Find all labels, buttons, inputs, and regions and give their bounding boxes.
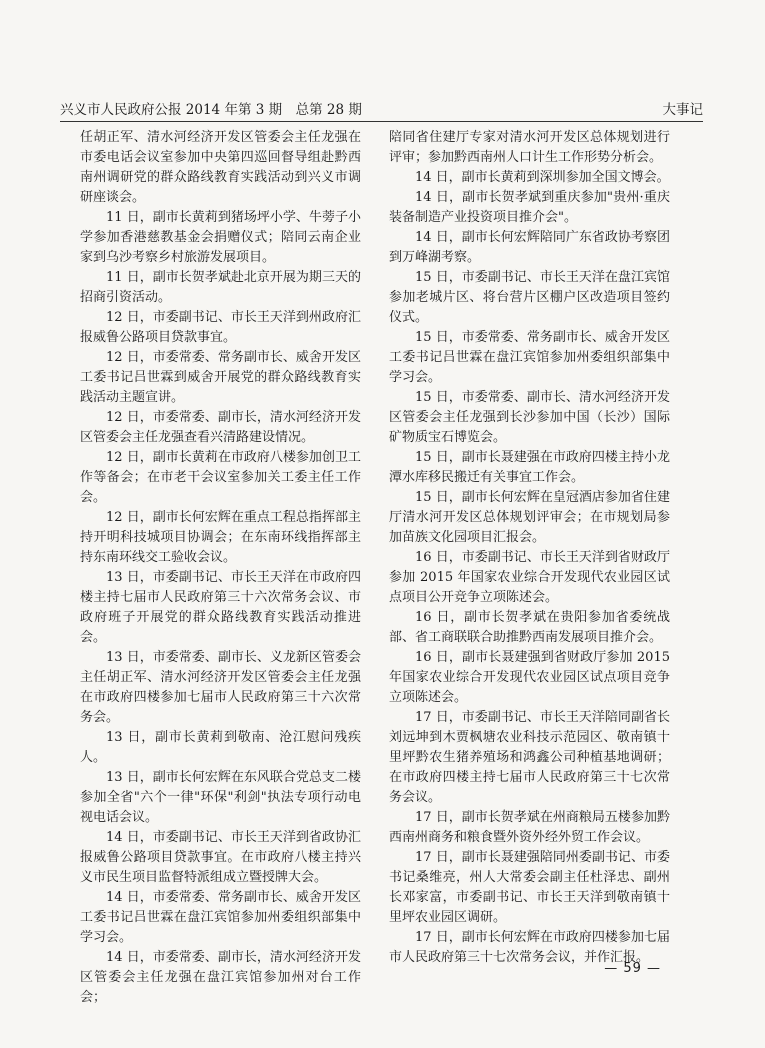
paragraph: 15 日，市委常委、副市长、清水河经济开发区管委会主任龙强到长沙参加中国（长沙）国际矿物质宝石博览会。 xyxy=(389,390,670,445)
paragraph: 14 日，市委副书记、市长王天洋到省政协汇报威鲁公路项目贷款事宜。在市政府八楼主持兴义市民生项目监督特派组成立暨授牌大会。 xyxy=(80,830,361,885)
running-header xyxy=(60,92,703,118)
paragraph: 16 日，副市长贺孝斌在贵阳参加省委统战部、省工商联联合助推黔西南发展项目推介会。 xyxy=(389,610,670,645)
paragraph: 14 日，副市长黄莉到深圳参加全国文博会。 xyxy=(415,170,670,185)
header-rule xyxy=(60,121,703,122)
section-title: 大事记 xyxy=(662,102,703,118)
paragraph: 14 日，副市长贺孝斌到重庆参加"贵州·重庆装备制造产业投资项目推介会"。 xyxy=(389,190,670,225)
paragraph: 12 日，市委常委、副市长，清水河经济开发区管委会主任龙强查看兴清路建设情况。 xyxy=(80,410,361,445)
paragraph: 14 日，市委常委、常务副市长、威舍开发区工委书记吕世霖在盘江宾馆参加州委组织部集中学习会。 xyxy=(80,890,361,945)
paragraph: 13 日，市委常委、副市长、义龙新区管委会主任胡正军、清水河经济开发区管委会主任龙强在市政府四楼参加七届市人民政府第三十六次常务会。 xyxy=(80,650,361,725)
paragraph: 11 日，副市长贺孝斌赴北京开展为期三天的招商引资活动。 xyxy=(80,270,361,305)
paragraph: 14 日，副市长何宏辉陪同广东省政协考察团到万峰湖考察。 xyxy=(389,230,670,265)
paragraph: 13 日，副市长黄莉到敬南、沧江慰问残疾人。 xyxy=(80,730,361,765)
paragraph: 17 日，副市长贺孝斌在州商粮局五楼参加黔西南州商务和粮食暨外资外经外贸工作会议。 xyxy=(389,810,670,845)
publication-title: 兴义市人民政府公报 2014 年第 3 期 总第 28 期 xyxy=(60,102,362,118)
paragraph: 任胡正军、清水河经济开发区管委会主任龙强在市委电话会议室参加中央第四巡回督导组赴黔西南州调研党的群众路线教育实践活动到兴义市调研座谈会。 xyxy=(80,130,361,205)
paragraph: 陪同省住建厅专家对清水河开发区总体规划进行评审；参加黔西南州人口计生工作形势分析会。 xyxy=(389,130,670,165)
paragraph: 12 日，副市长黄莉在市政府八楼参加创卫工作等备会；在市老干会议室参加关工委主任工作会。 xyxy=(80,450,361,505)
left-column xyxy=(80,128,361,1008)
paragraph: 11 日，副市长黄莉到猪场坪小学、牛蒡子小学参加香港慈教基金会捐赠仪式；陪同云南企业家到乌沙考察乡村旅游发展项目。 xyxy=(80,210,361,265)
paragraph: 17 日，市委副书记、市长王天洋陪同副省长刘远坤到木贾枫塘农业科技示范园区、敬南镇十里坪黔农生猪养殖场和鸿鑫公司种植基地调研；在市政府四楼主持七届市人民政府第三十七次常务会议。 xyxy=(389,710,670,805)
paragraph: 12 日，市委副书记、市长王天洋到州政府汇报威鲁公路项目贷款事宜。 xyxy=(80,310,361,345)
paragraph: 17 日，副市长何宏辉在市政府四楼参加七届市人民政府第三十七次常务会议，并作汇报。 xyxy=(389,930,670,965)
paragraph: 14 日，市委常委、副市长，清水河经济开发区管委会主任龙强在盘江宾馆参加州对台工作会； xyxy=(80,950,361,1005)
page-number: — 59 — xyxy=(604,961,661,976)
paragraph: 16 日，副市长聂建强到省财政厅参加 2015 年国家农业综合开发现代农业园区试点项目竞争立项陈述会。 xyxy=(389,650,670,705)
paragraph: 17 日，副市长聂建强陪同州委副书记、市委书记桑维亮，州人大常委会副主任杜泽忠、副州长邓家富，市委副书记、市长王天洋到敬南镇十里坪农业园区调研。 xyxy=(389,850,670,925)
paragraph: 16 日，市委副书记、市长王天洋到省财政厅参加 2015 年国家农业综合开发现代农业园区试点项目公开竞争立项陈述会。 xyxy=(389,550,670,605)
paragraph: 12 日，副市长何宏辉在重点工程总指挥部主持开明科技城项目协调会；在东南环线指挥部主持东南环线交工验收会议。 xyxy=(80,510,361,565)
paragraph: 13 日，副市长何宏辉在东风联合党总支二楼参加全省"六个一律"环保"利剑"执法专项行动电视电话会议。 xyxy=(80,770,361,825)
paragraph: 12 日，市委常委、常务副市长、威舍开发区工委书记吕世霖到威舍开展党的群众路线教育实践活动主题宣讲。 xyxy=(80,350,361,405)
paragraph: 15 日，副市长何宏辉在皇冠酒店参加省住建厅清水河开发区总体规划评审会；在市规划局参加苗族文化园项目汇报会。 xyxy=(389,490,670,545)
right-column xyxy=(389,128,670,1008)
article-body xyxy=(80,128,670,1008)
paragraph: 13 日，市委副书记、市长王天洋在市政府四楼主持七届市人民政府第三十六次常务会议、市政府班子开展党的群众路线教育实践活动推进会。 xyxy=(80,570,361,645)
paragraph: 15 日，市委常委、常务副市长、威舍开发区工委书记吕世霖在盘江宾馆参加州委组织部集中学习会。 xyxy=(389,330,670,385)
paragraph: 15 日，市委副书记、市长王天洋在盘江宾馆参加老城片区、将台营片区棚户区改造项目签约仪式。 xyxy=(389,270,670,325)
paragraph: 15 日，副市长聂建强在市政府四楼主持小龙潭水库移民搬迁有关事宜工作会。 xyxy=(389,450,670,485)
